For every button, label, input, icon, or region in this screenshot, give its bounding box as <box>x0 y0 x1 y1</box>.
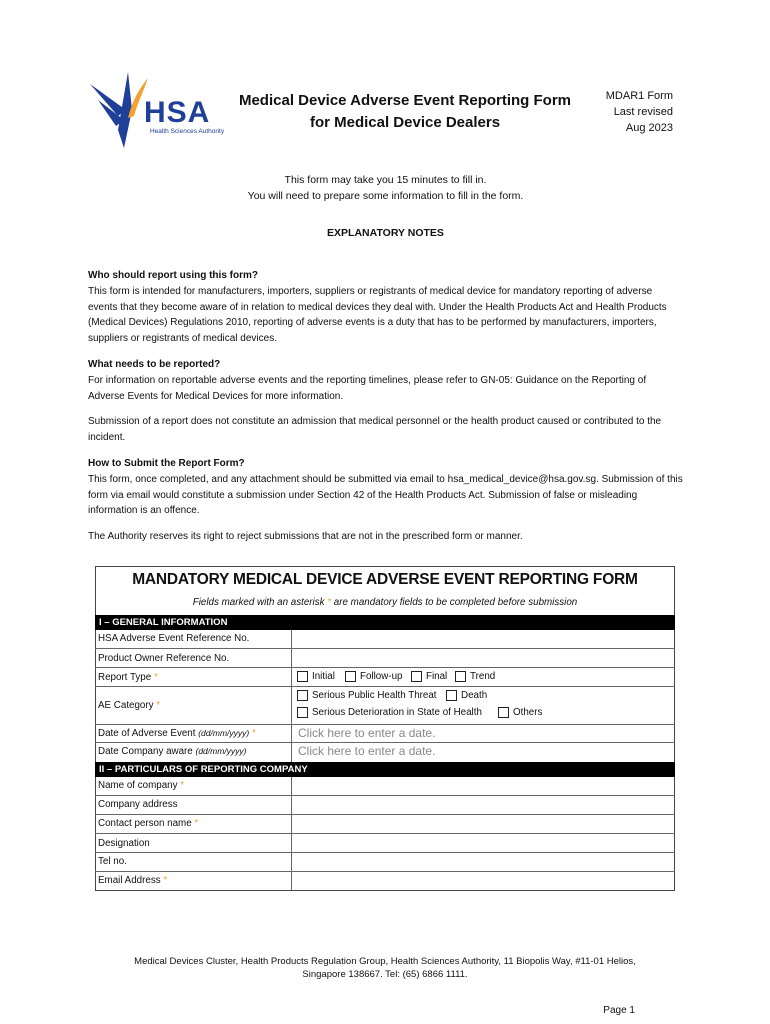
form-id-block <box>585 88 673 136</box>
checkbox[interactable] <box>345 671 356 682</box>
who-heading: Who should report using this form? <box>88 270 258 281</box>
label-date-event: Date of Adverse Event (dd/mm/yyyy) * <box>98 728 256 739</box>
section-general-information: I – GENERAL INFORMATION <box>95 615 675 630</box>
label-contact-person: Contact person name * <box>98 818 199 829</box>
subtitle-post: are mandatory fields to be completed before submission <box>331 597 578 608</box>
ae-serious-public-health-threat[interactable]: Serious Public Health Threat <box>297 690 437 701</box>
label-owner-ref: Product Owner Reference No. <box>98 653 230 664</box>
checkbox[interactable] <box>498 707 509 718</box>
label-hsa-ref: HSA Adverse Event Reference No. <box>98 633 250 644</box>
report-type-initial[interactable]: Initial <box>297 671 335 682</box>
footer <box>80 955 690 981</box>
company-name-input[interactable] <box>292 777 675 795</box>
how-text: This form, once completed, and any attachment should be submitted via email to hsa_medical_device@hsa.gov.sg. Submission of this form via email would constitute a submission under Section 42 of the Health Products Act. Submission of false or misleading information is an offence. <box>88 473 683 517</box>
title-line2: for Medical Device Dealers <box>309 114 501 131</box>
label-designation: Designation <box>98 838 150 849</box>
form-title: MANDATORY MEDICAL DEVICE ADVERSE EVENT REPORTING FORM <box>132 571 638 588</box>
company-address-input[interactable] <box>292 796 675 814</box>
contact-person-input[interactable] <box>292 815 675 833</box>
ae-others[interactable]: Others <box>498 707 542 718</box>
label-date-aware: Date Company aware (dd/mm/yyyy) <box>98 746 247 757</box>
revised-date: Aug 2023 <box>625 122 673 134</box>
label-email: Email Address * <box>98 875 168 886</box>
ae-serious-deterioration[interactable]: Serious Deterioration in State of Health <box>297 707 482 718</box>
what-text: For information on reportable adverse events and the reporting timelines, please refer to GN-05: Guidance on the Reporting of Adverse Events for Medical Devices for more information. <box>88 374 647 402</box>
report-type-final[interactable]: Final <box>411 671 447 682</box>
revised-label: Last revised <box>613 106 673 118</box>
submission-text: Submission of a report does not constitute an admission that medical personnel or the health product caused or contributed to the incident. <box>88 416 662 444</box>
label-ae-category: AE Category * <box>98 700 161 711</box>
explanatory-heading: EXPLANATORY NOTES <box>327 227 444 239</box>
section-reporting-company: II – PARTICULARS OF REPORTING COMPANY <box>95 762 675 777</box>
checkbox[interactable] <box>297 690 308 701</box>
intro-text <box>88 172 683 204</box>
authority-text: The Authority reserves its right to reject submissions that are not in the prescribed form or manner. <box>88 531 523 543</box>
what-heading: What needs to be reported? <box>88 358 221 370</box>
label-company-name: Name of company * <box>98 780 185 791</box>
checkbox[interactable] <box>411 671 422 682</box>
row-tel <box>95 853 675 872</box>
email-input[interactable] <box>292 872 675 889</box>
intro-line1: This form may take you 15 minutes to fill in. <box>284 174 487 186</box>
tel-input[interactable] <box>292 853 675 871</box>
subtitle-pre: Fields marked with an asterisk <box>192 597 328 608</box>
intro-line2: You will need to prepare some information to fill in the form. <box>247 190 524 202</box>
row-contact-person <box>95 815 675 834</box>
subtitle-star: * <box>327 597 332 608</box>
checkbox[interactable] <box>297 671 308 682</box>
explanatory-notes <box>88 268 684 555</box>
label-company-address: Company address <box>98 799 178 810</box>
page-number: Page 1 <box>603 1005 635 1016</box>
footer-line2: Singapore 138667. Tel: (65) 6866 1111. <box>302 969 468 980</box>
footer-line1: Medical Devices Cluster, Health Products Regulation Group, Health Sciences Authority, 11 Biopolis Way, #11-01 Helios, <box>134 956 636 967</box>
report-type-trend[interactable]: Trend <box>455 671 495 682</box>
row-designation <box>95 834 675 853</box>
who-text: This form is intended for manufacturers, importers, suppliers or registrants of medical device for mandatory reporting of adverse events that they become aware of in relation to medical devices they deal with. Under the Health Products Act and Health Products (Medical Devices) Regulations 2010, reporting of adverse events is a duty that has to be performed by manufacturers, importers, suppliers or registrants of medical devices. <box>88 285 667 345</box>
report-type-follow-up[interactable]: Follow-up <box>345 671 402 682</box>
hsa-ref-input[interactable] <box>292 630 675 648</box>
checkbox[interactable] <box>446 690 457 701</box>
title-line1: Medical Device Adverse Event Reporting Form <box>238 92 572 109</box>
ae-death[interactable]: Death <box>446 690 487 701</box>
designation-input[interactable] <box>292 834 675 852</box>
checkbox[interactable] <box>297 707 308 718</box>
label-report-type: Report Type * <box>98 672 158 683</box>
row-company-name <box>95 777 675 796</box>
owner-ref-input[interactable] <box>292 649 675 667</box>
checkbox[interactable] <box>455 671 466 682</box>
row-owner-ref <box>95 649 675 668</box>
form-code: MDAR1 Form <box>605 90 673 102</box>
logo-subtext: Health Sciences Authority <box>150 128 225 135</box>
label-tel: Tel no. <box>98 856 127 867</box>
form-subtitle <box>95 597 675 608</box>
date-aware-picker[interactable]: Click here to enter a date. <box>298 744 436 758</box>
page-title <box>200 90 610 134</box>
row-hsa-ref <box>95 630 675 649</box>
logo-text: HSA <box>144 96 211 129</box>
date-event-picker[interactable]: Click here to enter a date. <box>298 726 436 740</box>
row-company-address <box>95 796 675 815</box>
row-email <box>95 872 675 890</box>
how-heading: How to Submit the Report Form? <box>88 457 245 469</box>
